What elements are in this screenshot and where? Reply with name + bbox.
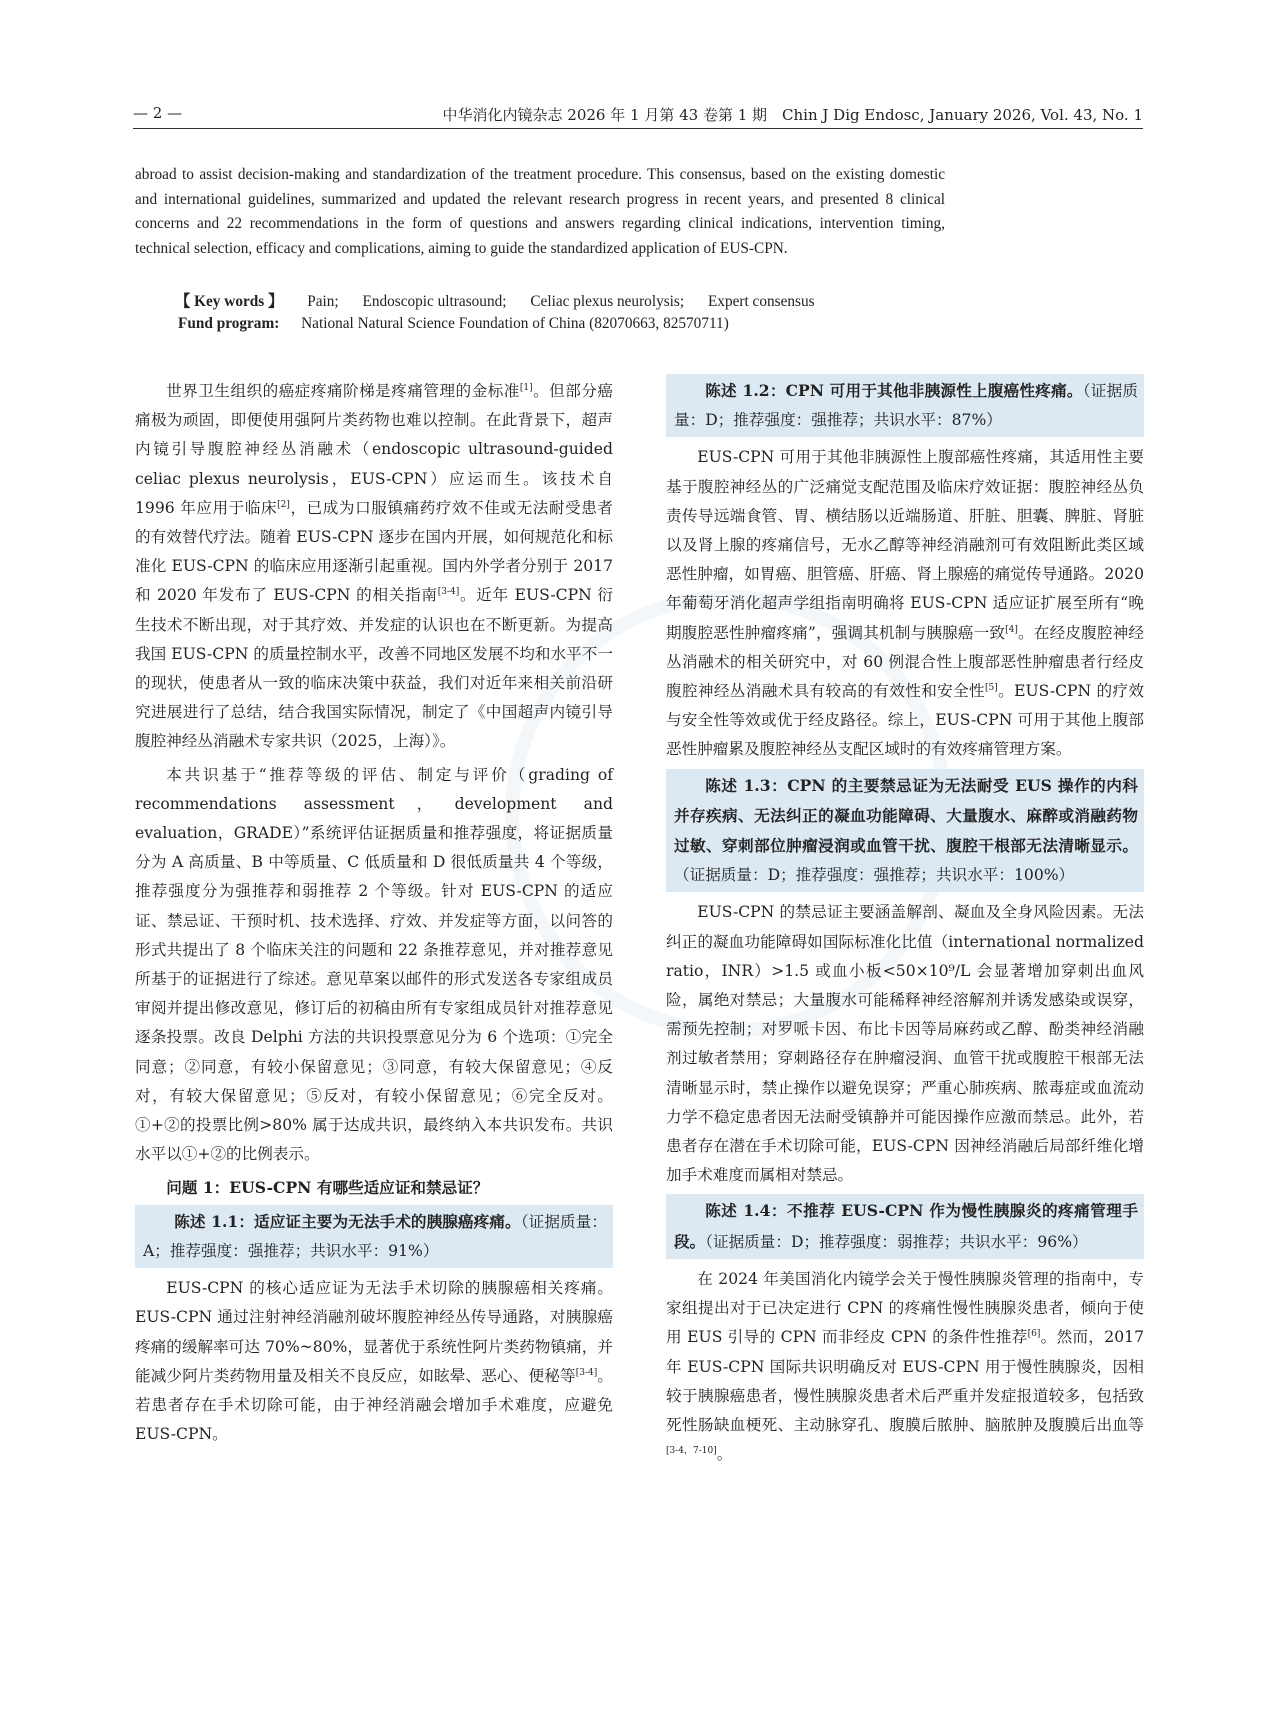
citation: [5] (985, 682, 998, 693)
citation: [4] (1005, 624, 1018, 635)
statement-box: 陈述 1.3：CPN 的主要禁忌证为无法耐受 EUS 操作的内科并存疾病、无法纠正的凝血功能障碍、大量腹水、麻醉或消融药物过敏、穿刺部位肿瘤浸润或血管干扰、腹腔干根部无法清晰显示。（证据质量：D；推荐强度：强推荐；共识水平：100%） (666, 769, 1144, 893)
paragraph: 在 2024 年美国消化内镜学会关于慢性胰腺炎管理的指南中，专家组提出对于已决定进行 CPN 的疼痛性慢性胰腺炎患者，倾向于使用 EUS 引导的 CPN 而非经皮 CPN 的条件性推荐[6]。然而，2017 年 EUS-CPN 国际共识明确反对 EUS-CPN 用于慢性胰腺炎，因相较于胰腺癌患者，慢性胰腺炎患者术后严重并发症报道较多，包括致死性肠缺血梗死、主动脉穿孔、腹膜后脓肿、脑脓肿及腹膜后出血等[3-4，7-10]。 (666, 1269, 1144, 1464)
keyword: Endoscopic ultrasound; (362, 293, 507, 310)
statement-box: 陈述 1.1：适应证主要为无法手术的胰腺癌疼痛。（证据质量：A；推荐强度：强推荐；共识水平：91%） (135, 1205, 613, 1268)
paragraph: EUS-CPN 可用于其他非胰源性上腹部癌性疼痛，其适用性主要基于腹腔神经丛的广泛痛觉支配范围及临床疗效证据：腹腔神经丛负责传导远端食管、胃、横结肠以近端肠道、肝脏、胆囊、脾脏、肾脏以及肾上腺的疼痛信号，无水乙醇等神经消融剂可有效阻断此类区域恶性肿瘤，如胃癌、胆管癌、肝癌、肾上腺癌的痛觉传导通路。2020 年葡萄牙消化超声学组指南明确将 EUS-CPN 适应证扩展至所有“晚期腹腔恶性肿瘤疼痛”，强调其机制与胰腺癌一致[4]。在经皮腹腔神经丛消融术的相关研究中，对 60 例混合性上腹部恶性肿瘤患者行经皮腹腔神经丛消融术具有较高的有效性和安全性[5]。EUS-CPN 的疗效与安全性等效或优于经皮路径。综上，EUS-CPN 可用于其他上腹部恶性肿瘤累及腹腔神经丛支配区域时的有效疼痛管理方案。 (666, 448, 1144, 759)
keywords (175, 289, 815, 311)
citation: [6] (1027, 1329, 1041, 1340)
keyword: Pain; (307, 293, 339, 310)
fund-program (178, 315, 729, 333)
page-number: — 2 — (133, 104, 183, 122)
citation: [3-4] (575, 1367, 598, 1378)
question-heading: 问题 1：EUS-CPN 有哪些适应证和禁忌证？ (166, 1178, 489, 1198)
abstract-text: abroad to assist decision-making and standardization of the treatment procedure. This consensus, based on the existing domestic and international guidelines, summarized and updated the relevant research progress in recent years, and presented 8 clinical concerns and 22 recommendations in the form of questions and answers regarding clinical indications, intervention timing, technical selection, efficacy and complications, aiming to guide the standardized application of EUS-CPN. (135, 166, 945, 257)
keyword: Expert consensus (707, 293, 815, 310)
citation: [2] (277, 499, 290, 510)
paragraph: 世界卫生组织的癌症疼痛阶梯是疼痛管理的金标准[1]。但部分癌痛极为顽固，即便使用强阿片类药物也难以控制。在此背景下，超声内镜引导腹腔神经丛消融术（endoscopic ultrasound-guided celiac plexus neurolysis，EUS-CPN）应运而生。该技术自 1996 年应用于临床[2]，已成为口服镇痛药疗效不佳或无法耐受患者的有效替代疗法。随着 EUS-CPN 逐步在国内开展，如何规范化和标准化 EUS-CPN 的临床应用逐渐引起重视。国内外学者分别于 2017 和 2020 年发布了 EUS-CPN 的相关指南[3-4]。近年 EUS-CPN 衍生技术不断出现，对于其疗效、并发症的认识也在不断更新。为提高我国 EUS-CPN 的质量控制水平，改善不同地区发展不均和水平不一的现状，使患者从一致的临床决策中获益，我们对近年来相关前沿研究进展进行了总结，结合我国实际情况，制定了《中国超声内镜引导腹腔神经丛消融术专家共识（2025，上海）》。 (135, 382, 613, 751)
left-column (135, 377, 613, 1453)
fund-text: National Natural Science Foundation of China (82070663, 82570711) (301, 315, 729, 332)
statement-box: 陈述 1.4：不推荐 EUS-CPN 作为慢性胰腺炎的疼痛管理手段。（证据质量：D；推荐强度：弱推荐；共识水平：96%） (666, 1194, 1144, 1258)
citation: [1] (519, 382, 533, 393)
fund-label: Fund program: (178, 315, 280, 332)
keyword: Celiac plexus neurolysis; (530, 293, 685, 310)
paragraph: 本共识基于“推荐等级的评估、制定与评价（grading of recommendations assessment，development and evaluation，GRADE）”系统评估证据质量和推荐强度，将证据质量分为 A 高质量、B 中等质量、C 低质量和 D 很低质量共 4 个等级，推荐强度分为强推荐和弱推荐 2 个等级。针对 EUS-CPN 的适应证、禁忌证、干预时机、技术选择、疗效、并发症等方面，以问答的形式共提出了 8 个临床关注的问题和 22 条推荐意见，并对推荐意见所基于的证据进行了综述。意见草案以邮件的形式发送各专家组成员审阅并提出修改意见，修订后的初稿由所有专家组成员针对推荐意见逐条投票。改良 Delphi 方法的共识投票意见分为 6 个选项：①完全同意；②同意，有较小保留意见；③同意，有较大保留意见；④反对，有较大保留意见；⑤反对，有较小保留意见；⑥完全反对。①+②的投票比例>80% 属于达成共识，最终纳入本共识发布。共识水平以①+②的比例表示。 (135, 765, 613, 1164)
statement-box: 陈述 1.2：CPN 可用于其他非胰源性上腹癌性疼痛。（证据质量：D；推荐强度：强推荐；共识水平：87%） (666, 374, 1144, 437)
right-column (666, 372, 1144, 1473)
keywords-label: 【 Key words 】 (175, 293, 284, 310)
paragraph: EUS-CPN 的核心适应证为无法手术切除的胰腺癌相关疼痛。EUS-CPN 通过注射神经消融剂破坏腹腔神经丛传导通路，对胰腺癌疼痛的缓解率可达 70%~80%，显著优于系统性阿片类药物镇痛，并能减少阿片类药物用量及相关不良反应，如眩晕、恶心、便秘等[3-4]。若患者存在手术切除可能，由于神经消融会增加手术难度，应避免 EUS-CPN。 (135, 1279, 613, 1444)
citation: [3-4，7-10] (666, 1445, 717, 1456)
citation: [3-4] (437, 587, 460, 598)
journal-citation: 中华消化内镜杂志 2026 年 1 月第 43 卷第 1 期 Chin J Dig Endosc, January 2026, Vol. 43, No. 1 (442, 106, 1143, 124)
paragraph: EUS-CPN 的禁忌证主要涵盖解剖、凝血及全身风险因素。无法纠正的凝血功能障碍如国际标准化比值（international normalized ratio，INR）>1.5 或血小板<50×10⁹/L 会显著增加穿刺出血风险，属绝对禁忌；大量腹水可能稀释神经溶解剂并诱发感染或误穿，需预先控制；对罗哌卡因、布比卡因等局麻药或乙醇、酚类神经消融剂过敏者禁用；穿刺路径存在肿瘤浸润、血管干扰或腹腔干根部无法清晰显示时，禁止操作以避免误穿；严重心肺疾病、脓毒症或血流动力学不稳定患者因无法耐受镇静并可能因操作应激而禁忌。此外，若患者存在潜在手术切除可能，EUS-CPN 因神经消融后局部纤维化增加手术难度而属相对禁忌。 (666, 903, 1144, 1185)
running-header (133, 104, 1143, 129)
